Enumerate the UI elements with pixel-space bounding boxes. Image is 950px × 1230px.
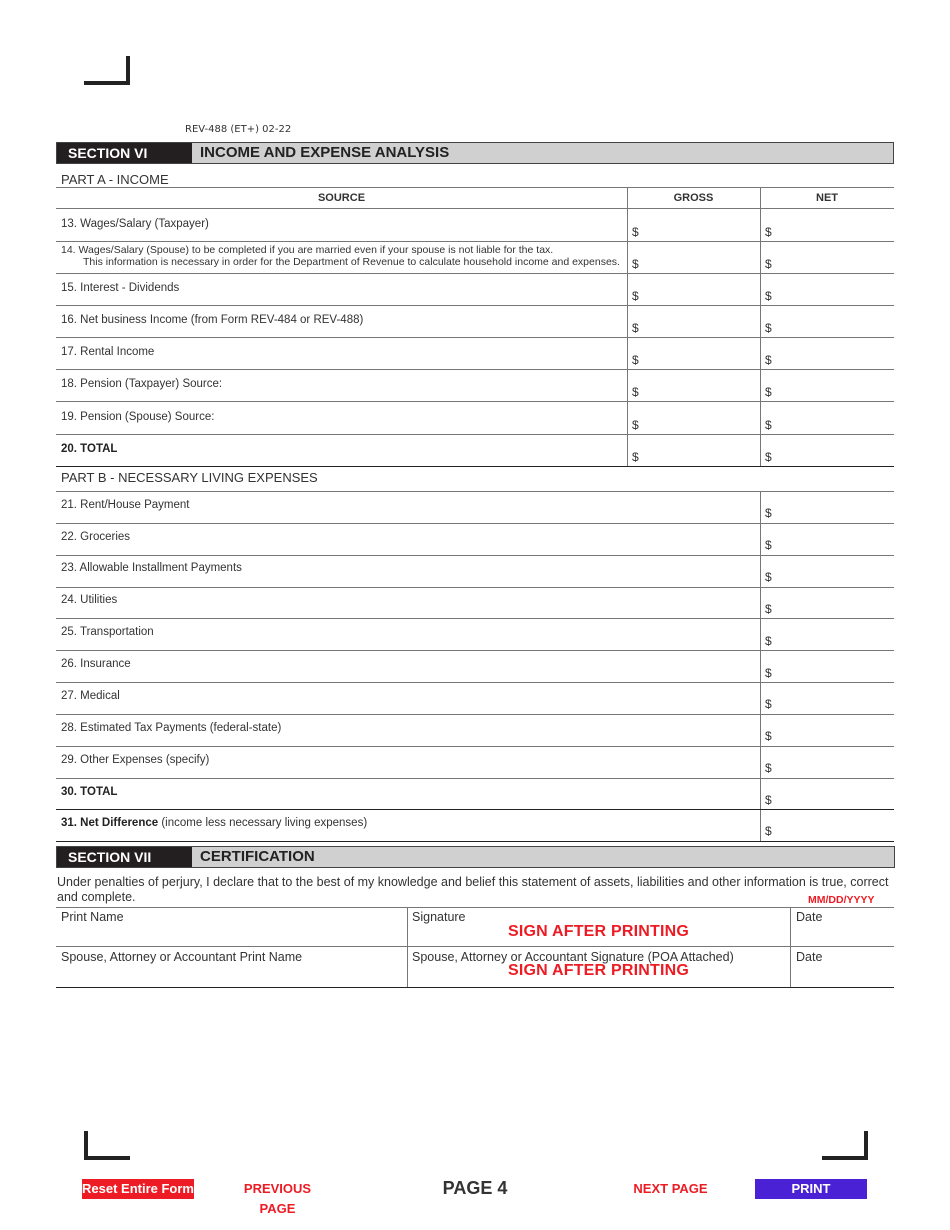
row-31-field[interactable]: $ [765,824,772,838]
row-16-net-field[interactable]: $ [765,321,772,335]
row-14-net-field[interactable]: $ [765,257,772,271]
row-31-label-rest: (income less necessary living expenses) [158,817,368,829]
divider [56,187,894,188]
top-left-corner-mark [84,56,130,85]
signature-label: Signature [412,910,466,924]
previous-page-button[interactable]: PREVIOUS PAGE [243,1181,312,1216]
row-17-gross-field[interactable]: $ [632,353,639,367]
row-18-label: 18. Pension (Taxpayer) Source: [61,378,223,390]
divider [56,650,894,651]
row-24-label: 24. Utilities [61,594,118,606]
row-20-gross-field[interactable]: $ [632,450,639,464]
row-19-gross-field[interactable]: $ [632,418,639,432]
reset-form-button[interactable]: Reset Entire Form [82,1179,194,1199]
spouse-sign-after-printing-notice: SIGN AFTER PRINTING [508,962,689,979]
row-30-label-text: 30. TOTAL [61,786,118,798]
next-page-button[interactable]: NEXT PAGE [633,1181,708,1196]
row-26-field[interactable]: $ [765,666,772,680]
divider [56,369,894,370]
row-22-label: 22. Groceries [61,531,131,543]
row-14-gross-field[interactable]: $ [632,257,639,271]
divider [56,241,894,242]
section-vii-header [56,846,895,868]
row-19-net-field[interactable]: $ [765,418,772,432]
divider [56,682,894,683]
row-20-net-field[interactable]: $ [765,450,772,464]
row-28-field[interactable]: $ [765,729,772,743]
divider [56,401,894,402]
divider [56,305,894,306]
row-27-label: 27. Medical [61,690,120,702]
spouse-signature-label: Spouse, Attorney or Accountant Signature (POA Attached) [412,950,734,964]
row-31-label-bold: 31. Net Difference [61,817,159,829]
divider [56,618,894,619]
divider [56,434,894,435]
divider [56,337,894,338]
row-24-field[interactable]: $ [765,602,772,616]
row-21-label: 21. Rent/House Payment [61,499,190,511]
row-18-gross-field[interactable]: $ [632,385,639,399]
page-number: PAGE 4 [442,1178,508,1198]
net-column-header: NET [816,192,838,204]
certification-statement: Under penalties of perjury, I declare that to the best of my knowledge and belief this statement of assets, liabilities and other information is true, correct and complete. [57,875,889,904]
print-name-label: Print Name [61,910,124,924]
sign-after-printing-notice: SIGN AFTER PRINTING [508,923,689,940]
section-vii-title: CERTIFICATION [200,848,315,865]
section-vi-label: SECTION VI [57,143,192,163]
row-29-label: 29. Other Expenses (specify) [61,754,210,766]
section-vii-label: SECTION VII [57,847,192,867]
row-16-label: 16. Net business Income (from Form REV-484 or REV-488) [61,314,364,326]
row-23-field[interactable]: $ [765,570,772,584]
bottom-left-corner-mark [84,1131,130,1160]
divider [56,587,894,588]
row-19-label: 19. Pension (Spouse) Source: [61,411,215,423]
divider [56,491,894,492]
divider [56,466,894,467]
row-14-label-line2: This information is necessary in order for the Department of Revenue to calculate household income and expenses. [83,256,620,268]
row-22-field[interactable]: $ [765,538,772,552]
divider [56,809,894,810]
print-button[interactable]: PRINT [755,1179,867,1199]
divider [56,273,894,274]
divider [56,946,894,947]
row-25-field[interactable]: $ [765,634,772,648]
row-21-field[interactable]: $ [765,506,772,520]
row-14-label-line1: 14. Wages/Salary (Spouse) to be completed if you are married even if your spouse is not liable for the tax. [61,244,554,256]
source-column-header: SOURCE [317,192,366,204]
divider [760,187,761,467]
row-17-label: 17. Rental Income [61,346,155,358]
divider [56,987,894,988]
divider [56,555,894,556]
row-30-field[interactable]: $ [765,793,772,807]
row-30-label [61,786,117,798]
divider [56,523,894,524]
row-16-gross-field[interactable]: $ [632,321,639,335]
date-label: Date [796,910,823,924]
row-17-net-field[interactable]: $ [765,353,772,367]
row-13-gross-field[interactable]: $ [632,225,639,239]
row-20-label-text: 20. TOTAL [61,443,118,455]
divider [56,907,894,908]
divider [56,746,894,747]
row-15-net-field[interactable]: $ [765,289,772,303]
divider [56,841,894,842]
row-28-label: 28. Estimated Tax Payments (federal-state) [61,722,282,734]
row-26-label: 26. Insurance [61,658,131,670]
row-15-gross-field[interactable]: $ [632,289,639,303]
row-20-label [61,443,117,455]
bottom-right-corner-mark [822,1131,868,1160]
row-14-label [61,244,620,268]
date-format-hint: MM/DD/YYYY [808,894,875,906]
row-18-net-field[interactable]: $ [765,385,772,399]
gross-column-header: GROSS [673,192,714,204]
row-27-field[interactable]: $ [765,697,772,711]
row-15-label: 15. Interest - Dividends [61,282,180,294]
form-code: REV-488 (ET+) 02-22 [185,124,292,135]
part-a-title: PART A - INCOME [61,172,169,187]
row-25-label: 25. Transportation [61,626,154,638]
row-13-label: 13. Wages/Salary (Taxpayer) [61,218,209,230]
section-vi-header [56,142,894,164]
row-29-field[interactable]: $ [765,761,772,775]
divider [790,907,791,987]
spouse-print-name-label: Spouse, Attorney or Accountant Print Name [61,950,303,964]
section-vi-title: INCOME AND EXPENSE ANALYSIS [200,144,450,161]
row-31-label [61,817,367,829]
divider [56,208,894,209]
divider [627,187,628,467]
row-23-label: 23. Allowable Installment Payments [61,562,242,574]
part-b-title: PART B - NECESSARY LIVING EXPENSES [61,470,318,485]
spouse-date-label: Date [796,950,823,964]
divider [56,778,894,779]
divider [56,714,894,715]
row-13-net-field[interactable]: $ [765,225,772,239]
divider [760,491,761,841]
